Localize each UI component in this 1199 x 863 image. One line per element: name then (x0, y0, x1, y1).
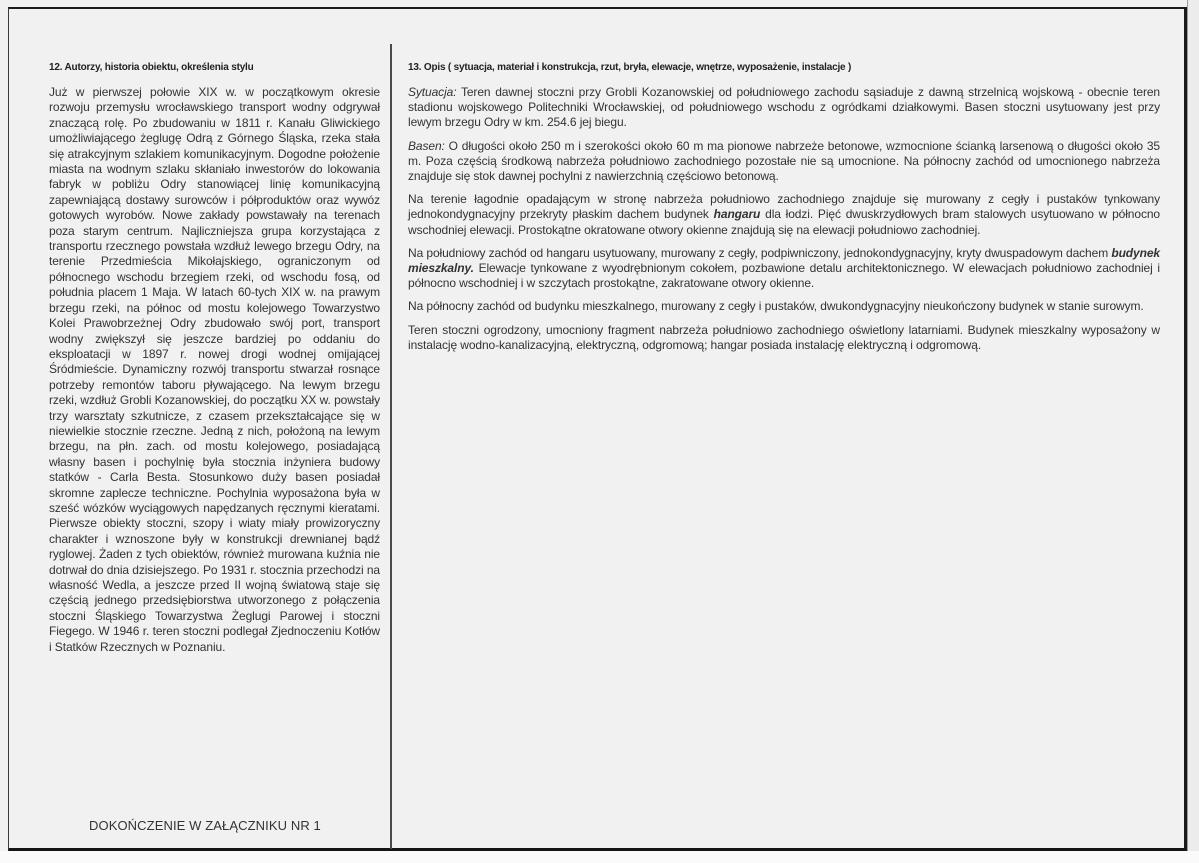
situation-text: Teren dawnej stoczni przy Grobli Kozanowskiej od południowego zachodu sąsiaduje z dawną strzelnicą wojskową - obecnie teren stadionu wojskowego Politechniki Wrocławskiej, od południowego wschodu z ogródkami działkowymi. Basen stoczni usytuowany jest przy lewym brzegu Odry w km. 254.6 jej biegu. (408, 85, 1160, 130)
section-13-title: 13. Opis ( sytuacja, materiał i konstrukcja, rzut, bryła, elewacje, wnętrze, wyposażenie, instalacje ) (408, 62, 852, 73)
paragraph-basin (408, 139, 1160, 185)
paragraph-situation (408, 85, 1160, 131)
paragraph-installations: Teren stoczni ogrodzony, umocniony fragment nabrzeża południowo zachodniego oświetlony latarniami. Budynek mieszkalny wyposażony w instalację wodno-kanalizacyjną, elektryczną, odgromową; hangar posiada instalację elektryczną i odgromową. (408, 322, 1160, 352)
hangar-text-b: dla łodzi. Pięć dwuskrzydłowych bram stalowych usytuowano w północno wschodniej elewacji. Prostokątne okratowane otwory okienne znajdują się na elewacji południowo zachodniej. (408, 207, 1160, 237)
paragraph-unfinished-building: Na północny zachód od budynku mieszkalnego, murowany z cegły i pustaków, dwukondygnacyjny nieukończony budynek w stanie surowym. (408, 299, 1144, 314)
section-12-text: Już w pierwszej połowie XIX w. w początkowym okresie rozwoju przemysłu wrocławskiego transport wodny odgrywał znaczącą rolę. Po zbudowaniu w 1811 r. Kanału Gliwickiego umożliwiającego żeglugę Odrą z Górnego Śląska, rzeka stała się atrakcyjnym szlakiem komunikacyjnym. Dogodne położenie miasta na wodnym szlaku skłaniało inwestorów do lokowania fabryk w pobliżu Odry stanowiącej linię komunikacyjną zapewniającą dostawy surowców i półproduktów oraz wywóz gotowych wyrobów. Nowe zakłady powstawały na terenach poza starym centrum. Najliczniejsza grupa korzystająca z transportu rzecznego powstała wzdłuż lewego brzegu Odry, na terenie Przedmieścia Mikołajskiego, ograniczonym od północnego wschodu brzegiem rzeki, od wschodu fosą, od południa placem 1 Maja. W latach 60-tych XIX w. na prawym brzegu rzeki, na północ od mostu kolejowego Towarzystwo Kolei Prawobrzeżnej Odry zbudowało swój port, transport wodny zwiększył się jeszcze bardziej po oddaniu do eksploatacji w 1897 r. nowej drogi wodnej omijającej Śródmieście. Dynamiczny rozwój transportu stwarzał rosnące potrzeby remontów taboru pływającego. Na lewym brzegu rzeki, wzdłuż Grobli Kozanowskiej, do początku XX w. powstały trzy warsztaty szkutnicze, z czasem przekształcające się w niewielkie stocznie rzeczne. Jedną z nich, położoną na lewym brzegu, na płn. zach. od mostu kolejowego, posiadającą własny basen i pochylnię była stocznia inżyniera budowy statków - Carla Besta. Stosunkowo duży basen posiadał skromne zaplecze techniczne. Pochylnia wyposażona była w sześć wózków wyciągowych napędzanych ręcznymi kieratami. Pierwsze obiekty stoczni, szopy i wiaty miały prowizoryczny charakter i wznoszone były w konstrukcji drewnianej bądź ryglowej. Żaden z tych obiektów, również murowana kuźnia nie dotrwał do dnia dzisiejszego. Po 1931 r. stocznia przechodzi na własność Wedla, a jeszcze przed II wojną światową staje się częścią jednego przedsiębiorstwa utworzonego z połączenia stoczni Śląskiego Towarzystwa Żeglugi Parowej i stoczni Fiegego. W 1946 r. teren stoczni podlegał Zjednoczeniu Kotłów i Statków Rzecznych w Poznaniu. (49, 85, 380, 654)
hangar-highlight: hangaru (713, 207, 761, 222)
residential-highlight: budynek mieszkalny. (408, 245, 1160, 276)
basin-label: Basen: (408, 138, 445, 153)
residential-text-a: Na południowy zachód od hangaru usytuowany, murowany z cegły, podpiwniczony, jednokondygnacyjny, kryty dwuspadowym dachem (408, 245, 1112, 260)
situation-label: Sytuacja: (408, 85, 457, 99)
residential-text-b: Elewacje tynkowane z wyodrębnionym cokołem, pozbawione detalu architektonicznego. W elewacjach południowo zachodniej i północno wschodniej i w szczytach prostokątne, zakratowane otwory okienne. (408, 261, 1160, 291)
basin-text: O długości około 250 m i szerokości około 60 m ma pionowe nabrzeże betonowe, wzmocnione ścianką larsenową o długości około 35 m. Poza częścią środkową nabrzeża południowo zachodniego pozostałe nie są umocnione. Na północny zachód od umocnionego nabrzeża znajduje się stok dawnej pochylni z nawierzchnią częściowo betonową. (408, 138, 1160, 184)
hangar-text-a: Na terenie łagodnie opadającym w stronę nabrzeża południowo zachodniego znajduje się murowany z cegły i pustaków tynkowany jednokondygnacyjny przekryty płaskim dachem budynek (408, 192, 1160, 222)
section-13 (408, 62, 1160, 361)
section-12-title: 12. Autorzy, historia obiektu, określenia stylu (49, 62, 254, 73)
column-divider (390, 44, 392, 849)
section-12 (49, 62, 380, 655)
scan-edge-bottom (0, 851, 1199, 863)
scan-edge-right (1187, 0, 1199, 863)
continuation-note: DOKOŃCZENIE W ZAŁĄCZNIKU NR 1 (89, 818, 321, 833)
paragraph-hangar (408, 192, 1160, 238)
paragraph-residential (408, 246, 1160, 292)
